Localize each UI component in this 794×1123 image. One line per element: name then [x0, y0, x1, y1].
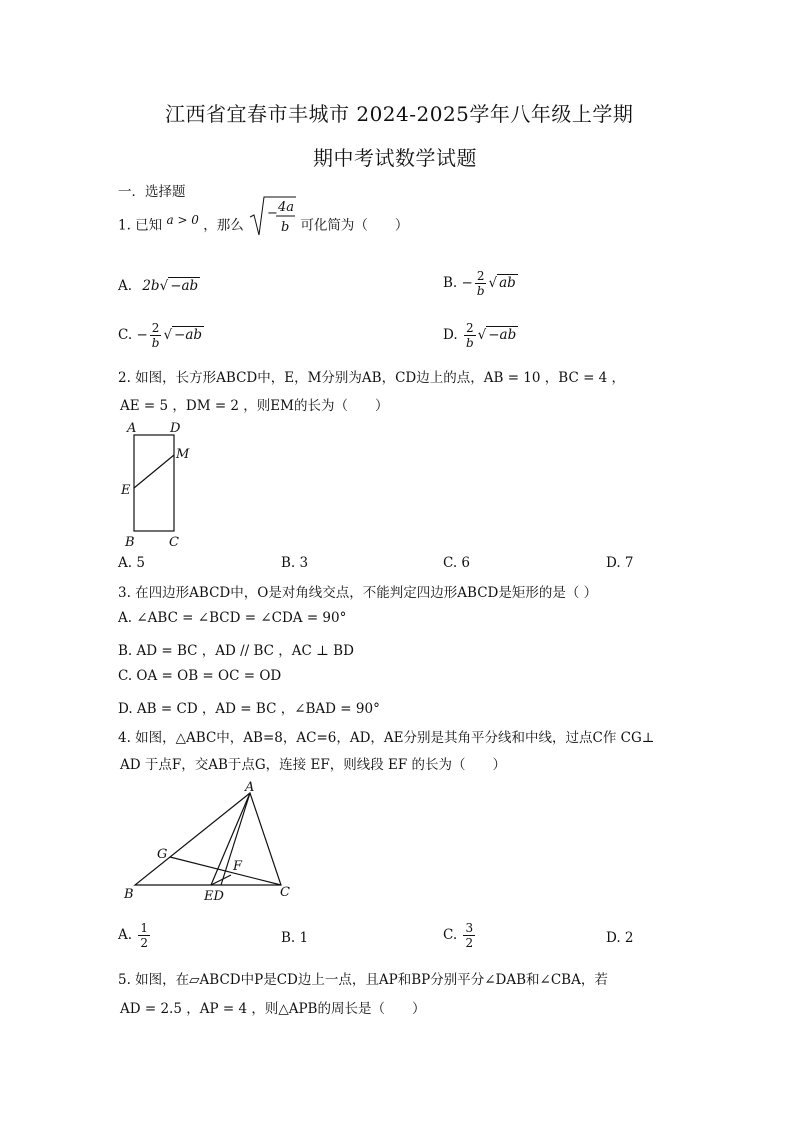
- radical-sign-icon: [248, 195, 296, 239]
- q2-option-a[interactable]: A. 5: [118, 555, 145, 571]
- label-m: M: [176, 447, 190, 462]
- label-b: B: [124, 887, 134, 902]
- section-heading: 一．选择题: [118, 184, 186, 200]
- q1-minus: −: [267, 206, 278, 221]
- question-3-stem: 3. 在四边形ABCD中，O是对角线交点，不能判定四边形ABCD是矩形的是（ ）: [118, 585, 598, 601]
- q4-option-b[interactable]: B. 1: [281, 930, 309, 946]
- question-5-line2: AD = 2.5 ，AP = 4 ，则△APB的周长是（ ）: [120, 1001, 426, 1017]
- q4-option-d[interactable]: D. 2: [606, 930, 634, 946]
- triangle-abc: [135, 793, 281, 885]
- question-5-line1: 5. 如图，在▱ABCD中P是CD边上一点，且AP和BP分别平分∠DAB和∠CBA，若: [118, 972, 608, 988]
- q3-option-b[interactable]: B. AD = BC ，AD // BC ，AC ⊥ BD: [118, 643, 354, 659]
- q1-radicand-num: 4a: [278, 200, 295, 215]
- q1-option-c[interactable]: C. − $\frac{2}{b}$ √ −ab: [118, 321, 203, 350]
- doc-title-line1: 江西省宜春市丰城市 2024-2025学年八年级上学期: [165, 102, 634, 126]
- label-a: A: [245, 780, 255, 795]
- segment-ae: [211, 793, 250, 885]
- q2-option-b[interactable]: B. 3: [281, 555, 309, 571]
- q2-option-c[interactable]: C. 6: [443, 555, 471, 571]
- question-1-stem: [118, 200, 409, 239]
- q3-option-a[interactable]: A. ∠ABC = ∠BCD = ∠CDA = 90°: [118, 610, 347, 626]
- q2-option-d[interactable]: D. 7: [606, 555, 634, 571]
- q4-option-a[interactable]: A. $\frac{1}{2}$: [118, 921, 148, 950]
- doc-title-line2: 期中考试数学试题: [313, 146, 477, 170]
- segment-cg: [170, 857, 281, 885]
- label-e: E: [121, 483, 131, 498]
- q1-mid: ，那么: [203, 217, 244, 234]
- question-2-line2: AE = 5 ，DM = 2 ，则EM的长为（ ）: [120, 398, 389, 414]
- label-f: F: [233, 859, 243, 874]
- q1-option-d[interactable]: D. $\frac{2}{b}$ √ −ab: [443, 321, 517, 350]
- q4-option-c[interactable]: C. $\frac{3}{2}$: [443, 921, 474, 950]
- label-c: C: [280, 885, 290, 900]
- label-c: C: [169, 535, 179, 550]
- q3-option-d[interactable]: D. AB = CD ，AD = BC ，∠BAD = 90°: [118, 701, 380, 717]
- q1-suffix: 可化简为（ ）: [300, 217, 409, 234]
- q1-radicand-den: b: [281, 220, 290, 235]
- q1-option-a[interactable]: A. 2b√ −ab: [118, 278, 199, 294]
- question-2-line1: 2. 如图，长方形ABCD中，E，M分别为AB，CD边上的点，AB = 10 ，BC = 4 ，: [118, 370, 626, 386]
- label-a: A: [127, 421, 137, 436]
- q4-triangle-figure: [118, 778, 298, 906]
- question-4-line1: 4. 如图，△ABC中，AB=8，AC=6，AD，AE分别是其角平分线和中线，过点C作 CG⊥: [118, 730, 655, 746]
- segment-em: [134, 455, 174, 488]
- q2-rectangle-figure: [115, 418, 200, 552]
- label-ed: ED: [204, 889, 224, 904]
- q1-option-b[interactable]: B. − $\frac{2}{b}$ √ ab: [443, 269, 516, 298]
- q1-condition: a > 0: [166, 212, 199, 227]
- question-4-line2: AD 于点F，交AB于点G，连接 EF，则线段 EF 的长为（ ）: [120, 757, 507, 773]
- q3-option-c[interactable]: C. OA = OB = OC = OD: [118, 668, 282, 684]
- label-b: B: [125, 535, 135, 550]
- q1-prefix: 1. 已知: [118, 217, 163, 234]
- label-d: D: [170, 421, 181, 436]
- label-g: G: [157, 847, 168, 862]
